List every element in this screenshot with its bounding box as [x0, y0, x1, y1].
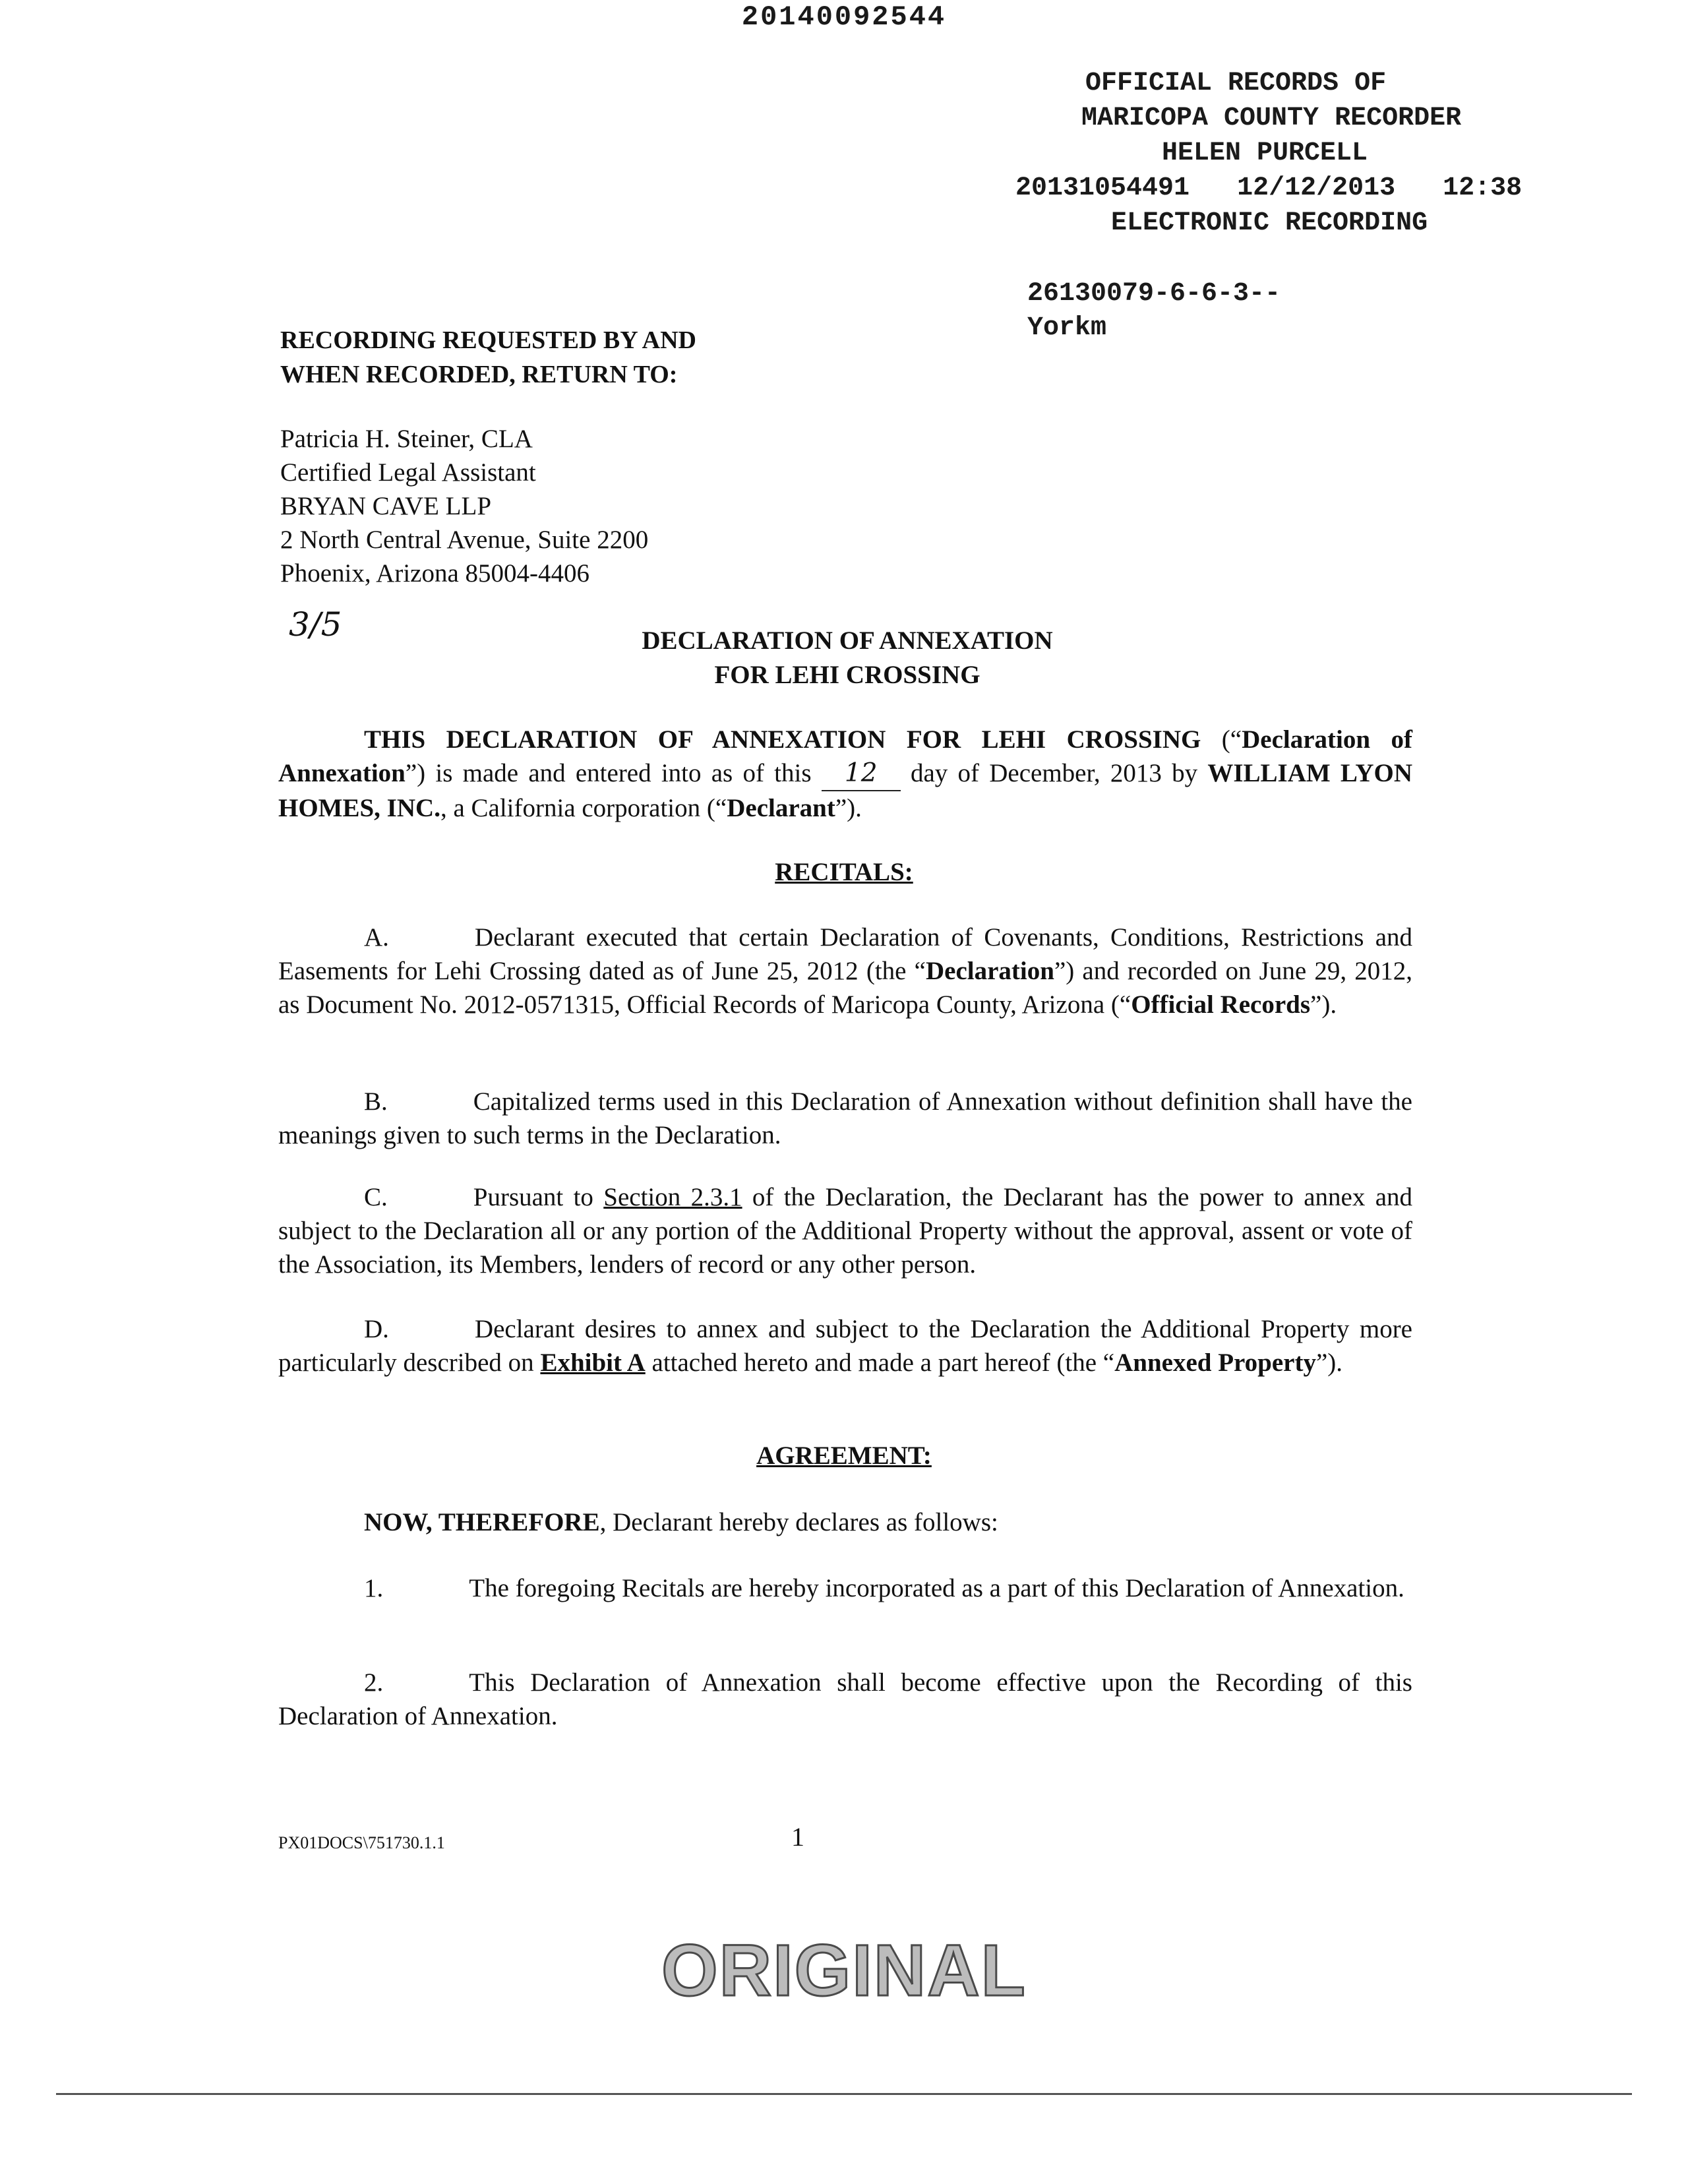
defined-term: Annexed Property	[1114, 1349, 1316, 1377]
intro-text: day of December, 2013 by	[900, 759, 1208, 787]
recital-b	[278, 1085, 1412, 1152]
document-title	[0, 624, 1688, 692]
now-therefore-bold: NOW, THEREFORE	[364, 1508, 600, 1536]
exhibit-reference: Exhibit A	[540, 1349, 646, 1377]
recorder-line-1: OFFICIAL RECORDS OF	[1085, 69, 1387, 98]
recorder-stamp	[1015, 66, 1522, 241]
recording-time: 12:38	[1443, 173, 1522, 203]
batch-code-block	[1027, 277, 1281, 346]
return-street: 2 North Central Avenue, Suite 2200	[280, 526, 649, 554]
section-reference: Section 2.3.1	[603, 1183, 742, 1211]
recital-c	[278, 1180, 1412, 1281]
return-name: Patricia H. Steiner, CLA	[280, 425, 533, 453]
return-address	[280, 422, 648, 590]
recorder-line-5: ELECTRONIC RECORDING	[1111, 208, 1428, 238]
handwritten-page-count: 3/5	[289, 605, 342, 644]
recital-text: Declarant desires to annex and subject to the Declaration the Additional Property more particularly described on	[278, 1315, 1412, 1377]
recital-text: ”).	[1310, 990, 1337, 1019]
recital-a	[278, 921, 1412, 1021]
intro-text: , a California corporation (“	[440, 794, 727, 822]
clause-label: 1.	[364, 1574, 384, 1602]
recital-d	[278, 1312, 1412, 1380]
document-number: 20140092544	[741, 1, 947, 33]
intro-paragraph	[278, 723, 1412, 825]
recital-label: C.	[364, 1183, 388, 1211]
recorder-user: Yorkm	[1027, 313, 1107, 343]
recitals-heading: RECITALS:	[775, 858, 913, 886]
return-to-heading	[280, 323, 696, 392]
defined-term: Declaration	[925, 957, 1054, 985]
recording-number: 20131054491	[1015, 173, 1190, 203]
recorder-line-4	[1015, 171, 1522, 206]
intro-text: ”) is made and entered into as of this	[405, 759, 822, 787]
intro-party: WILLIAM LYON HOMES, INC.	[278, 759, 1413, 822]
defined-term: Official Records	[1131, 990, 1311, 1019]
recording-date: 12/12/2013	[1237, 173, 1396, 203]
recital-text: of the Declaration, the Declarant has the power to annex and subject to the Declaration all or any portion of the Additional Property without the approval, assent or vote of the Association, its Members, lenders of record or any other person.	[278, 1183, 1413, 1279]
now-therefore-paragraph	[278, 1505, 1412, 1539]
recital-label: D.	[364, 1315, 389, 1343]
recital-text: Capitalized terms used in this Declaration of Annexation without definition shall have the meanings given to such terms in the Declaration.	[278, 1087, 1412, 1149]
recital-text: ”).	[1315, 1349, 1343, 1377]
recital-text: ”) and recorded on June 29, 2012, as Document No. 2012-0571315, Official Records of Maricopa County, Arizona (“	[278, 957, 1413, 1019]
recorder-line-3: HELEN PURCELL	[1162, 138, 1368, 168]
return-title: Certified Legal Assistant	[280, 458, 536, 487]
title-line-2: FOR LEHI CROSSING	[714, 661, 980, 689]
return-heading-line-2: WHEN RECORDED, RETURN TO:	[280, 361, 678, 388]
now-therefore-text: , Declarant hereby declares as follows:	[599, 1508, 998, 1536]
page-number: 1	[791, 1822, 804, 1852]
intro-text: (“	[1201, 725, 1242, 754]
clause-1	[278, 1571, 1412, 1605]
bottom-rule	[56, 2093, 1632, 2095]
footer-document-code: PX01DOCS\751730.1.1	[278, 1833, 445, 1852]
clause-text: This Declaration of Annexation shall become effective upon the Recording of this Declaration of Annexation.	[278, 1668, 1412, 1730]
intro-text: ”).	[835, 794, 862, 822]
intro-defined-term: Declaration of Annexation	[278, 725, 1412, 787]
recital-text: Declarant executed that certain Declaration of Covenants, Conditions, Restrictions and Easements for Lehi Crossing dated as of June 25, 2012 (the “	[278, 923, 1412, 985]
intro-title: THIS DECLARATION OF ANNEXATION FOR LEHI CROSSING	[364, 725, 1201, 754]
recital-text: attached hereto and made a part hereof (the “	[645, 1349, 1115, 1377]
recital-label: A.	[364, 923, 389, 952]
batch-code: 26130079-6-6-3--	[1027, 279, 1281, 309]
recital-text: Pursuant to	[473, 1183, 604, 1211]
agreement-heading: AGREEMENT:	[756, 1441, 932, 1470]
return-city: Phoenix, Arizona 85004-4406	[280, 559, 590, 588]
recital-label: B.	[364, 1087, 388, 1116]
clause-text: The foregoing Recitals are hereby incorporated as a part of this Declaration of Annexation.	[469, 1574, 1404, 1602]
return-heading-line-1: RECORDING REQUESTED BY AND	[280, 326, 696, 354]
handwritten-day: 12	[822, 756, 901, 791]
original-stamp: ORIGINAL	[661, 1930, 1027, 2011]
intro-declarant-term: Declarant	[727, 794, 835, 822]
title-line-1: DECLARATION OF ANNEXATION	[642, 626, 1053, 655]
recorder-line-2: MARICOPA COUNTY RECORDER	[1081, 104, 1462, 133]
clause-label: 2.	[364, 1668, 384, 1697]
return-firm: BRYAN CAVE LLP	[280, 492, 492, 520]
clause-2	[278, 1666, 1412, 1733]
